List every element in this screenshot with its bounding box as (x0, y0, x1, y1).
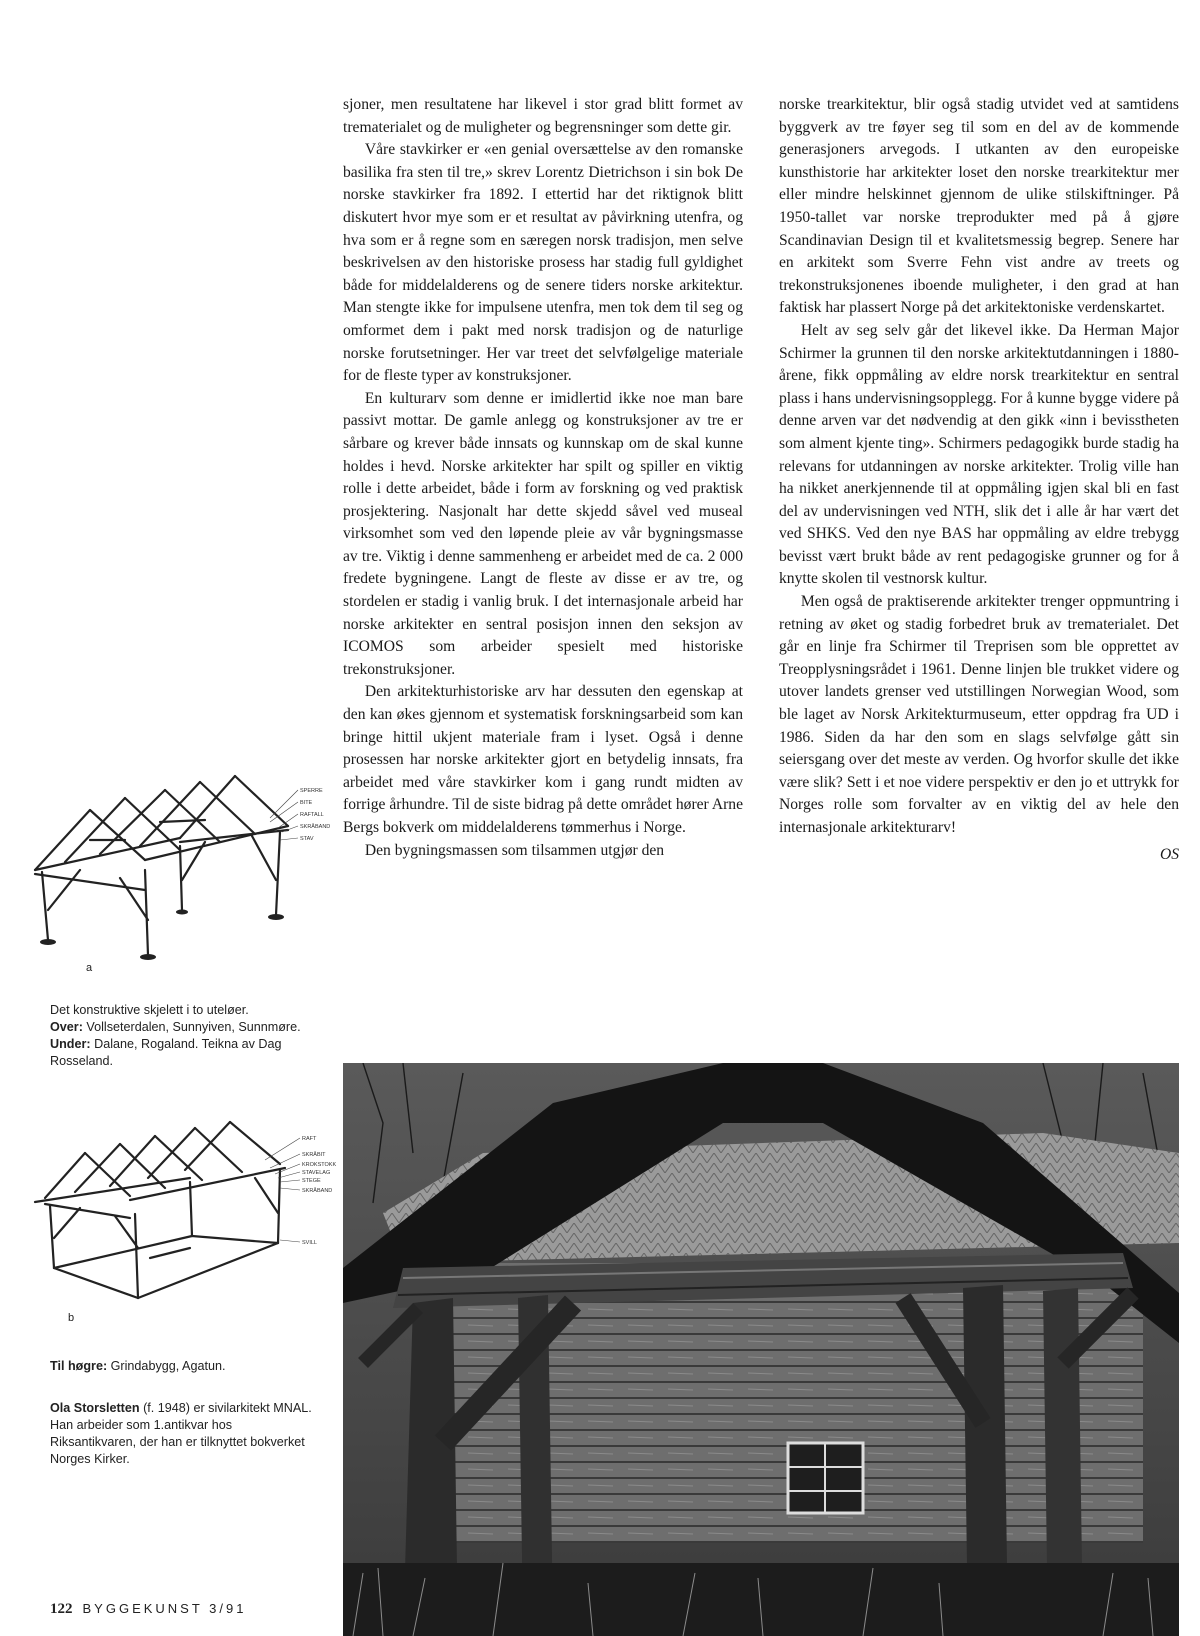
figure-a-label: RAFTALL (300, 812, 324, 818)
figure-b-drawing (30, 1118, 340, 1323)
figure-b-label: SVILL (302, 1240, 317, 1246)
author-bio (50, 1400, 315, 1468)
figure-a-label: BITE (300, 800, 313, 806)
paragraph: norske trearkitektur, blir også stadig utvidet ved at samtidens byggverk av tre føyer seg til som en del av de kommende generasjoners arvegods. I utkanten av den europeiske kunsthistorie har arkitekter loset den norske trearkitektur mer eller mindre helskinnet gjennom de ulike stilskiftninger. På 1950-tallet var norske treprodukter med på å gjøre Scandinavian Design til et kvalitetsmessig begrep. Senere har en arkitekt som Sverre Fehn vist andre av treets og trekonstruksjonenes iboende muligheter, i den grad at han faktisk har plassert Norge på det arkitektoniske verdenskartet. (779, 96, 1179, 317)
figure-b-label: STEGE (302, 1178, 321, 1184)
photo-illustration-svg (343, 1063, 1179, 1636)
timber-frame-b-svg (30, 1118, 340, 1323)
figure-b-label: STAVELAG (302, 1170, 331, 1176)
figure-b-letter: b (68, 1312, 75, 1324)
photo-caption (50, 1358, 315, 1375)
drawings-caption (50, 1002, 315, 1070)
author-name: Ola Storsletten (50, 1401, 140, 1415)
paragraph: Helt av seg selv går det likevel ikke. Da Herman Major Schirmer la grunnen til den norske arkitektutdanningen i 1880-årene, fikk oppmåling av eldre norsk trearkitektur en sentral plass i hans undervisningsopplegg. For å kunne bygge videre på denne arven var det nødvendig at den gikk «inn i bevisstheten som alment kjente ting». Schirmers pedagogikk burde stadig ha relevans for utdanningen av norske arkitekter. Trolig ville han ha nikket anerkjennende til at oppmåling igjen skal bli en fast del av undervisningen ved NTH, slik det i alle år har vært det ved SHKS. Ved den nye BAS har oppmåling av eldre trebygg bevisst vært brukt både av rent pedagogiske grunner og for å knytte skolen til vestnorsk kultur. (779, 321, 1179, 588)
figure-b-label: SKRÅBIT (302, 1152, 326, 1158)
caption-under-text: Dalane, Rogaland. Teikna av Dag Rosseland. (50, 1037, 282, 1068)
article-column-middle (343, 94, 743, 862)
author-signature: OS (1159, 845, 1179, 863)
magazine-issue: BYGGEKUNST 3/91 (82, 1601, 247, 1616)
figure-b-label: KROKSTOKK (302, 1162, 337, 1168)
figure-b-label: SKRÅBAND (302, 1188, 333, 1194)
photo-caption-label: Til høgre: (50, 1359, 108, 1373)
photo-caption-text: Grindabygg, Agatun. (107, 1359, 226, 1373)
paragraph: Men også de praktiserende arkitekter trenger oppmuntring i retning av øket og stadig forbedret bruk av trematerialet. Det går en linje fra Schirmer til Treprisen som ble opprettet av Treopplysningsrådet i 1961. Denne linjen ble trukket videre og utover landets grenser ved utstillingen Norwegian Wood, som ble laget av Norsk Arkitekturmuseum, etter oppdrag fra UD i 1986. Siden da har den som en slags selvfølge gått sin seiersgang over det meste av verden. Og hvorfor skulle det ikke være slik? Sett i et noe videre perspektiv er den jo et uttrykk for Norges rolle som forvalter av en viktig del av hele den internasjonale arkitekturarv! (779, 593, 1179, 836)
paragraph: sjoner, men resultatene har likevel i stor grad blitt formet av trematerialet og de muligheter og begrensninger som dette gir. (343, 96, 743, 136)
figure-b-label: RAFT (302, 1136, 317, 1142)
figure-a-label: STAV (300, 836, 314, 842)
caption-over-label: Over: (50, 1020, 83, 1034)
paragraph: En kulturarv som denne er imidlertid ikke noe man bare passivt mottar. De gamle anlegg og konstruksjoner av tre er sårbare og krever både innsats og kunnskap om de skal kunne holdes i hevd. Norske arkitekter har spilt og spiller en viktig rolle i dette arbeidet, både i form av forskning og ved praktisk prosjektering. Nasjonalt har dette skjedd såvel ved museal virksomhet som ved den løpende pleie av vår bygningsmasse av tre. Viktig i denne sammenheng er arbeidet med de ca. 2 000 fredete bygningene. Langt de fleste av disse er av tre, og stordelen er stadig i vanlig bruk. I det internasjonale arbeid har norske arkitekter en sentral posisjon innen den seksjon av ICOMOS som arbeider spesielt med historiske trekonstruksjoner. (343, 389, 743, 678)
page-number: 122 (50, 1601, 73, 1617)
article-column-right (779, 94, 1179, 866)
caption-under (50, 1036, 315, 1070)
page-footer (50, 1601, 246, 1618)
paragraph: Våre stavkirker er «en genial oversættelse av den romanske basilika fra sten til tre,» skrev Lorentz Dietrichson i sin bok De norske stavkirker fra 1892. I ettertid har det riktignok blitt diskutert hvor mye som er et resultat av påvirkning utenfra, og hva som er å regne som en særegen norsk tradisjon, men selve beskrivelsen av den historiske prosess har stadig full gyldighet både for middelalderens og de senere tiders norske arkitektur. Man stengte ikke for impulsene utenfra, men tok dem til seg og omformet dem i pakt med norsk tradisjon og de naturlige norske forutsetninger. Her var treet det selvfølgelige materiale for de fleste typer av konstruksjoner. (343, 141, 743, 385)
timber-frame-a-svg (30, 770, 340, 970)
caption-over (50, 1019, 315, 1036)
figure-a-label: SPERRE (300, 788, 323, 794)
caption-under-label: Under: (50, 1037, 91, 1051)
figure-a-label: SKRÅBAND (300, 824, 331, 830)
figure-a-drawing (30, 770, 340, 970)
author-bio-text: (f. 1948) er sivilarkitekt MNAL. Han arbeider som 1.antikvar hos Riksantikvaren, der han er tilknyttet bokverket Norges Kirker. (50, 1401, 312, 1466)
caption-intro: Det konstruktive skjelett i to uteløer. (50, 1003, 249, 1017)
paragraph: Den bygningsmassen som tilsammen utgjør den (364, 841, 665, 859)
paragraph: Den arkitekturhistoriske arv har dessuten den egenskap at den kan økes gjennom et systematisk forskningsarbeid som kan bringe hittil ukjent materiale fram i lyset. Også i denne prosessen har norske arkitekter gjort en betydelig innsats, fra arbeidet med våre stavkirker kom i gang rundt midten av forrige århundre. Til de siste bidrag på dette området hører Arne Bergs bokverk om middelalderens tømmerhus i Norge. (343, 683, 743, 836)
figure-a-letter: a (86, 962, 93, 974)
caption-over-text: Vollseterdalen, Sunnyiven, Sunnmøre. (82, 1020, 301, 1034)
grindabygg-photo (343, 1063, 1179, 1636)
